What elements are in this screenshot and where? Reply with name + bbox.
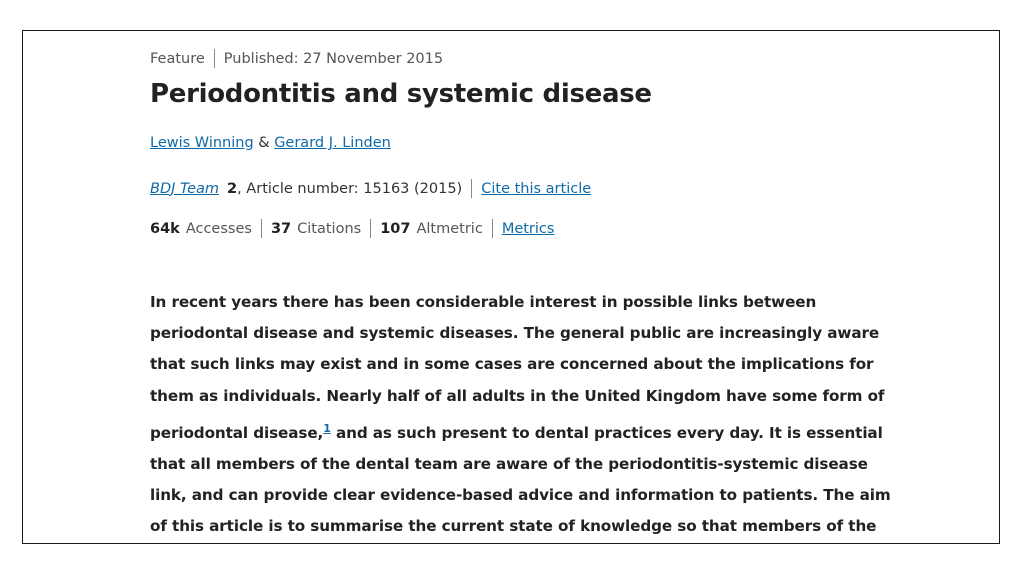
article-abstract <box>150 287 898 543</box>
journal-link[interactable]: BDJ Team <box>150 180 219 197</box>
citations-count: 37 <box>270 220 292 237</box>
metrics-divider <box>261 219 262 238</box>
citations-label: Citations <box>297 220 362 237</box>
article-metrics <box>150 219 554 238</box>
meta-divider <box>214 49 215 68</box>
accesses-count: 64k <box>150 220 180 237</box>
article-frame <box>22 30 1000 544</box>
journal-info <box>150 179 591 198</box>
author-link-linden[interactable]: Gerard J. Linden <box>274 135 391 151</box>
abstract-text-part2: and as such present to dental practices every day. It is essential that all members of the dental team are aware of the periodontitis-systemic disease link, and can provide clear evidence-based advice and information to patients. The aim of this article is to summarise the current state of knowledge so that members of the <box>150 423 891 536</box>
journal-divider <box>471 179 472 198</box>
article-title: Periodontitis and systemic disease <box>150 79 652 109</box>
article-number: , Article number: 15163 (2015) <box>237 180 463 197</box>
article-type: Feature <box>150 50 205 67</box>
journal-volume: 2 <box>227 180 238 197</box>
reference-link-1[interactable]: 1 <box>323 421 331 435</box>
published-date: Published: 27 November 2015 <box>223 50 444 67</box>
author-list <box>150 135 391 151</box>
metrics-divider <box>492 219 493 238</box>
metrics-divider <box>370 219 371 238</box>
altmetric-count: 107 <box>380 220 411 237</box>
author-separator: & <box>258 135 270 151</box>
abstract-text-part1: In recent years there has been considerable interest in possible links between periodontal disease and systemic diseases. The general public are increasingly aware that such links may exist and in some cases are concerned about the implications for them as individuals. Nearly half of all adults in the United Kingdom have some form of periodontal disease, <box>150 293 885 442</box>
author-link-winning[interactable]: Lewis Winning <box>150 135 254 151</box>
reference-superscript <box>323 420 331 435</box>
article-meta <box>150 49 443 68</box>
cite-article-link[interactable]: Cite this article <box>481 180 592 197</box>
accesses-label: Accesses <box>185 220 252 237</box>
altmetric-label: Altmetric <box>416 220 483 237</box>
metrics-link[interactable]: Metrics <box>501 220 555 237</box>
